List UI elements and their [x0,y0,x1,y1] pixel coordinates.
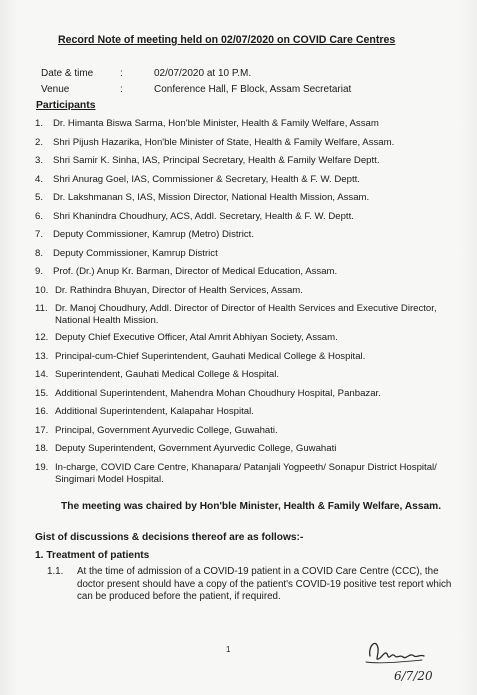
list-item-text: Deputy Chief Executive Officer, Atal Amrit Abhiyan Society, Assam. [55,332,338,343]
chaired-statement [35,500,455,513]
list-item [35,174,455,186]
list-item [35,211,455,223]
list-item [35,285,455,297]
list-item [35,443,455,455]
list-item [35,303,455,327]
list-item-number: 15. [35,387,49,399]
list-item-number: 1. [35,118,44,129]
list-item-text: Deputy Commissioner, Kamrup (Metro) District. [53,229,254,240]
list-item [35,248,455,260]
section-heading: 1. Treatment of patients [35,550,150,561]
list-item [35,388,455,400]
list-item-number: 4. [35,173,44,185]
list-item-text: Deputy Commissioner, Kamrup District [53,247,218,259]
list-item-number: 5. [35,192,44,203]
list-item-text: Additional Superintendent, Kalapahar Hospital. [55,406,254,417]
list-item-text: Shri Samir K. Sinha, IAS, Principal Secretary, Health & Family Welfare Deptt. [53,155,380,166]
list-item-text: Principal-cum-Chief Superintendent, Gauhati Medical College & Hospital. [55,350,366,362]
subpoint-text: At the time of admission of a COVID-19 patient in a COVID Care Centre (CCC), the doctor present should have a copy of the patient's COVID-19 positive test report which can be produced before the patient, if required. [77,566,452,602]
list-item-number: 8. [35,247,44,259]
venue-value: Conference Hall, F Block, Assam Secretariat [154,84,352,95]
page-number: 1 [226,645,231,654]
list-item-text: Dr. Manoj Choudhury, Addl. Director of Director of Health Services and Executive Director, National Health Mission. [55,303,437,326]
participants-list [35,118,455,491]
list-item [35,369,455,381]
list-item-number: 6. [35,210,44,222]
list-item [35,462,455,486]
handwritten-signature [360,632,450,689]
list-item-number: 2. [35,136,44,148]
list-item-text: Dr. Rathindra Bhuyan, Director of Health Services, Assam. [55,284,303,296]
gist-heading: Gist of discussions & decisions thereof are as follows:- [35,532,304,543]
list-item-number: 10. [35,284,49,296]
list-item [35,406,455,418]
list-item [35,118,455,130]
list-item [35,332,455,344]
list-item-number: 7. [35,229,44,240]
subpoint [35,566,455,604]
participants-heading: Participants [36,100,96,111]
list-item [35,229,455,241]
list-item-text: Shri Pijush Hazarika, Hon'ble Minister of State, Health & Family Welfare, Assam. [53,136,395,148]
subpoint-number: 1.1. [47,566,64,577]
signature-date: 6/7/20 [394,669,433,683]
list-item-text: Shri Khanindra Choudhury, ACS, Addl. Secretary, Health & F. W. Deptt. [53,210,354,222]
list-item-number: 17. [35,424,49,436]
list-item-text: Dr. Himanta Biswa Sarma, Hon'ble Minister, Health & Family Welfare, Assam [53,118,379,129]
list-item-number: 14. [35,369,49,380]
list-item [35,137,455,149]
list-item-text: In-charge, COVID Care Centre, Khanapara/ Patanjali Yogpeeth/ Sonapur District Hospital/ Singimari Model Hospital. [55,461,437,485]
venue-colon: : [120,84,123,95]
list-item [35,425,455,437]
date-label: Date & time [41,68,94,79]
list-item [35,155,455,167]
list-item-number: 11. [35,303,48,314]
date-value: 02/07/2020 at 10 P.M. [154,68,252,79]
document-title: Record Note of meeting held on 02/07/2020 on COVID Care Centres [58,34,396,46]
list-item-text: Dr. Lakshmanan S, IAS, Mission Director, National Health Mission, Assam. [53,192,370,203]
date-colon: : [120,68,123,79]
list-item-number: 9. [35,266,44,277]
list-item-text: Principal, Government Ayurvedic College, Guwahati. [55,424,278,436]
list-item-text: Shri Anurag Goel, IAS, Commissioner & Secretary, Health & F. W. Deptt. [53,173,360,185]
list-item [35,266,455,278]
list-item-number: 3. [35,155,44,166]
venue-label: Venue [41,84,70,95]
list-item-number: 19. [35,461,49,473]
list-item-number: 13. [35,350,49,362]
list-item-text: Prof. (Dr.) Anup Kr. Barman, Director of Medical Education, Assam. [53,266,338,277]
list-item-number: 16. [35,406,49,417]
list-item [35,192,455,204]
list-item-text: Additional Superintendent, Mahendra Mohan Choudhury Hospital, Panbazar. [55,387,381,399]
list-item-number: 12. [35,332,49,343]
list-item [35,351,455,363]
list-item-number: 18. [35,443,49,454]
list-item-text: Superintendent, Gauhati Medical College & Hospital. [55,369,279,380]
chaired-text: The meeting was chaired by Hon'ble Minister, Health & Family Welfare, Assam. [61,501,442,512]
list-item-text: Deputy Superintendent, Government Ayurvedic College, Guwahati [55,443,337,454]
